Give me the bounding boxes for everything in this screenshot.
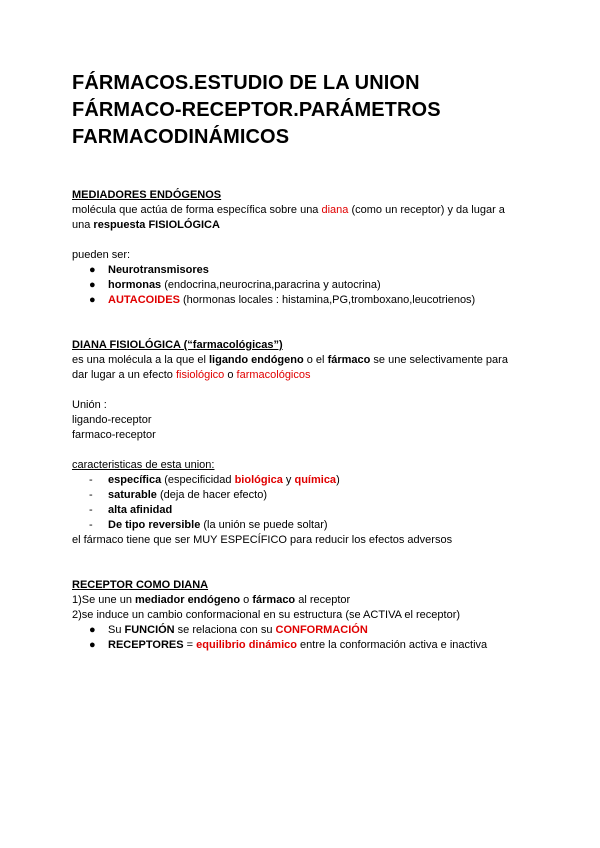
- bullet-marker: ●: [89, 279, 96, 291]
- paragraph: ligando-receptor: [72, 414, 152, 426]
- dash-list: [72, 473, 542, 533]
- list-item: ● hormonas (endocrina,neurocrina,paracrina y autocrina): [89, 279, 381, 291]
- section-heading: MEDIADORES ENDÓGENOS: [72, 189, 222, 201]
- subheading: caracteristicas de esta union:: [72, 459, 215, 471]
- paragraph: Unión :: [72, 399, 107, 411]
- document-title: [72, 70, 542, 151]
- bullet-marker: ●: [89, 294, 96, 306]
- section-heading: RECEPTOR COMO DIANA: [72, 579, 209, 591]
- paragraph: es una molécula a la que el ligando endógeno o el fármaco se une selectivamente para: [72, 354, 508, 366]
- paragraph: molécula que actúa de forma específica sobre una diana (como un receptor) y da lugar a: [72, 204, 505, 216]
- document-page: [72, 70, 542, 653]
- paragraph: una respuesta FISIOLÓGICA: [72, 219, 220, 231]
- bold-text: respuesta FISIOLÓGICA: [93, 219, 220, 231]
- section-diana: [72, 338, 542, 548]
- list-item: - saturable (deja de hacer efecto): [89, 489, 267, 501]
- title-line-1: FÁRMACOS.ESTUDIO DE LA UNION: [72, 72, 420, 94]
- section-mediadores: [72, 188, 542, 308]
- paragraph: farmaco-receptor: [72, 429, 156, 441]
- list-item: ● Su FUNCIÓN se relaciona con su CONFORMACIÓN: [89, 624, 368, 636]
- paragraph: el fármaco tiene que ser MUY ESPECÍFICO para reducir los efectos adversos: [72, 534, 453, 546]
- list-item: - De tipo reversible (la unión se puede soltar): [89, 519, 328, 531]
- dash-marker: -: [89, 474, 93, 486]
- section-heading: DIANA FISIOLÓGICA (“farmacológicas”): [72, 339, 283, 351]
- list-item: - alta afinidad: [89, 504, 173, 516]
- list-item: ● RECEPTORES = equilibrio dinámico entre la conformación activa e inactiva: [89, 639, 488, 651]
- bullet-list: [72, 623, 542, 653]
- dash-marker: -: [89, 489, 93, 501]
- highlight-text: diana: [321, 204, 349, 216]
- list-item: - específica (especificidad biológica y química): [89, 474, 340, 486]
- dash-marker: -: [89, 504, 93, 516]
- bullet-marker: ●: [89, 639, 96, 651]
- paragraph: 1)Se une un mediador endógeno o fármaco al receptor: [72, 594, 351, 606]
- section-receptor: [72, 578, 542, 653]
- title-line-3: FARMACODINÁMICOS: [72, 126, 290, 148]
- title-line-2: FÁRMACO-RECEPTOR.PARÁMETROS: [72, 99, 441, 121]
- paragraph: pueden ser:: [72, 249, 131, 261]
- paragraph: 2)se induce un cambio conformacional en su estructura (se ACTIVA el receptor): [72, 609, 461, 621]
- list-item: ● AUTACOIDES (hormonas locales : histamina,PG,tromboxano,leucotrienos): [89, 294, 476, 306]
- bullet-marker: ●: [89, 624, 96, 636]
- bullet-list: [72, 263, 542, 308]
- list-item: ● Neurotransmisores: [89, 264, 209, 276]
- paragraph: dar lugar a un efecto fisiológico o farmacológicos: [72, 369, 311, 381]
- bullet-marker: ●: [89, 264, 96, 276]
- dash-marker: -: [89, 519, 93, 531]
